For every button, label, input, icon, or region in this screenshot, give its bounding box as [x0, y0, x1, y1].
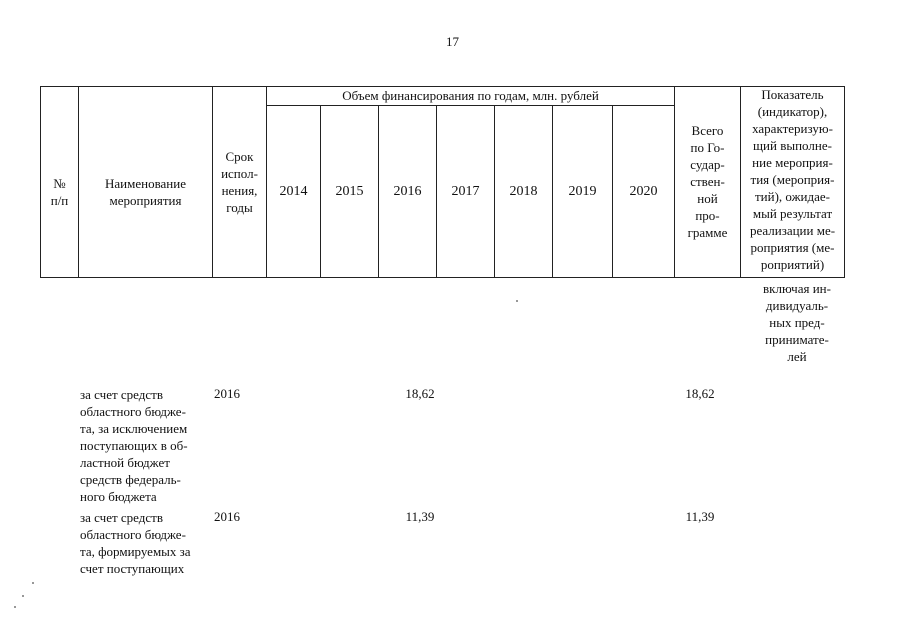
col-border	[844, 86, 845, 278]
indicator-continuation: включая ин- дивидуаль- ных пред- принимате- лей	[763, 281, 831, 364]
funding-table-header	[40, 86, 845, 278]
page-number: 17	[446, 34, 459, 49]
header-term: Срок испол- нения, годы	[221, 148, 258, 215]
row-name: за счет средств областного бюдже- та, формируемых за счет поступающих	[80, 510, 191, 576]
header-year-2020: 2020	[629, 184, 658, 199]
scan-speck	[14, 606, 16, 608]
row-term: 2016	[214, 386, 240, 401]
header-funding-title: Объем финансирования по годам, млн. рублей	[342, 88, 599, 103]
row-term: 2016	[214, 509, 240, 524]
scan-speck	[32, 582, 34, 584]
header-year-2019: 2019	[568, 184, 597, 199]
scan-speck	[516, 300, 518, 302]
header-name: Наименование мероприятия	[105, 175, 186, 208]
header-year-2014: 2014	[279, 184, 308, 199]
header-year-2018: 2018	[509, 184, 538, 199]
scan-speck	[22, 595, 24, 597]
header-number: № п/п	[50, 175, 69, 208]
row-name: за счет средств областного бюдже- та, за исключением поступающих в об- ластной бюджет средств федераль- ного бюджета	[80, 387, 188, 504]
header-indicator: Показатель (индикатор), характеризую- щий выполне- ние мероприя- тия (мероприя- тий), ожидае- мый результат реализации ме- роприятия (ме- роприятий)	[749, 87, 836, 272]
row-total: 11,39	[685, 509, 715, 524]
table-header-bottom-border	[40, 277, 845, 278]
header-total: Всего по Го- судар- ствен- ной про- грамме	[687, 123, 728, 240]
header-year-2017: 2017	[451, 184, 480, 199]
row-value-2016: 18,62	[405, 386, 435, 401]
row-total: 18,62	[685, 386, 715, 401]
row-value-2016: 11,39	[405, 509, 435, 524]
header-year-2016: 2016	[393, 184, 422, 199]
header-year-2015: 2015	[335, 184, 364, 199]
